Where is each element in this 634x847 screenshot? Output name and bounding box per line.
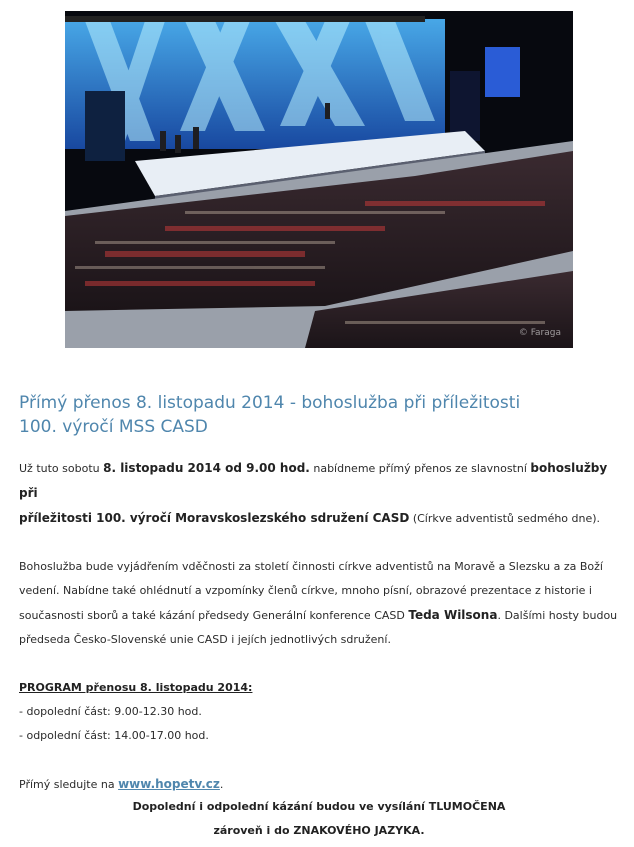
photo-credit: © Faraga (518, 328, 561, 338)
concert-hall-image (65, 11, 573, 348)
event-photo (65, 11, 573, 348)
program-item: - dopolední část: 9.00-12.30 hod. (19, 705, 202, 718)
interpretation-note: Dopolední i odpolední kázání budou ve vysílání TLUMOČENA zároveň i do ZNAKOVÉHO JAZYKA. (132, 800, 506, 837)
date-highlight: 8. listopadu 2014 od 9.00 hod. (103, 461, 310, 475)
program-heading: PROGRAM přenosu 8. listopadu 2014: (19, 681, 253, 694)
description-paragraph: Bohoslužba bude vyjádřením vděčnosti za století činnosti církve adventistů na Moravě a Slezsku a za Boží vedení. Nabídne také ohlédnutí a vzpomínky členů církve, mnoho písní, obrazové prezentace z historie i současnosti sborů a také kázání předsedy Generální konference CASD Teda Wilsona. Dalšími hosty budou předseda Česko-Slovenské unie CASD i jejích jednotlivých sdružení. (19, 560, 618, 646)
hopetv-link[interactable]: www.hopetv.cz (118, 777, 220, 791)
anniversary-highlight: příležitosti 100. výročí Moravskoslezského sdružení CASD (19, 511, 410, 525)
intro-paragraph: Už tuto sobotu 8. listopadu 2014 od 9.00 hod. nabídneme přímý přenos ze slavnostní bohoslužby při příležitosti 100. výročí Moravskoslezského sdružení CASD (Církve adventistů sedmého dne). (19, 461, 608, 525)
watch-paragraph: Přímý sledujte na www.hopetv.cz. (19, 777, 224, 791)
program-item: - odpolední část: 14.00-17.00 hod. (19, 729, 209, 742)
title-line-2: 100. výročí MSS CASD (19, 417, 208, 437)
speaker-name: Teda Wilsona (408, 608, 498, 622)
article-title (19, 391, 579, 439)
title-line-1: Přímý přenos 8. listopadu 2014 - bohoslužba při příležitosti (19, 393, 521, 413)
article-body (19, 456, 619, 797)
program-section (19, 676, 619, 748)
